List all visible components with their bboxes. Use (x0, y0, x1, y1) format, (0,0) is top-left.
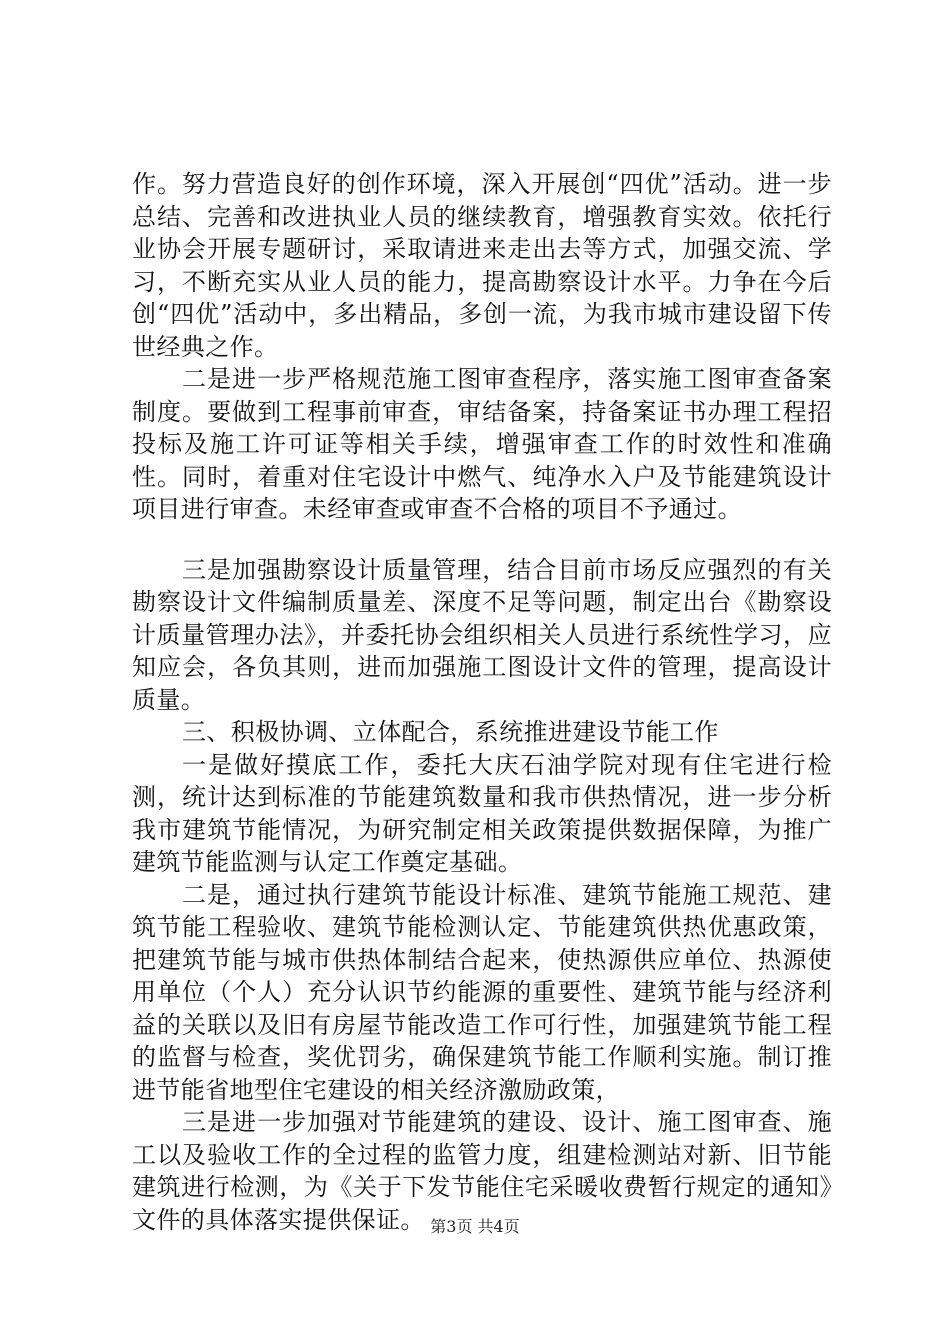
document-body (132, 168, 832, 1236)
paragraph-drawing-review: 二是进一步严格规范施工图审查程序，落实施工图审查备案制度。要做到工程事前审查，审结备案，持备案证书办理工程招投标及施工许可证等相关手续，增强审查工作的时效性和准确性。同时，着重对住宅设计中燃气、纯净水入户及节能建筑设计项目进行审查。未经审查或审查不合格的项目不予通过。 (132, 365, 832, 523)
page-number-footer: 第3页 共4页 (430, 1217, 520, 1236)
paragraph-quality-management: 三是加强勘察设计质量管理，结合目前市场反应强烈的有关勘察设计文件编制质量差、深度不足等问题，制定出台《勘察设计质量管理办法》，并委托协会组织相关人员进行系统性学习，应知应会，各负其则，进而加强施工图设计文件的管理，提高设计质量。 (132, 555, 832, 714)
paragraph-standards-enforcement: 二是，通过执行建筑节能设计标准、建筑节能施工规范、建筑节能工程验收、建筑节能检测认定、节能建筑供热优惠政策，把建筑节能与城市供热体制结合起来，使热源供应单位、热源使用单位（个人）充分认识节约能源的重要性、建筑节能与经济利益的关联以及旧有房屋节能改造工作可行性，加强建筑节能工程的监督与检查，奖优罚劣，确保建筑节能工作顺利实施。制订推进节能省地型住宅建设的相关经济激励政策， (132, 880, 832, 1104)
paragraph-continuation: 作。努力营造良好的创作环境，深入开展创“四优”活动。进一步总结、完善和改进执业人员的继续教育，增强教育实效。依托行业协会开展专题研讨，采取请进来走出去等方式，加强交流、学习，不断充实从业人员的能力，提高勘察设计水平。力争在今后创“四优”活动中，多出精品，多创一流，为我市城市建设留下传世经典之作。 (132, 170, 832, 361)
paragraph-survey-work: 一是做好摸底工作，委托大庆石油学院对现有住宅进行检测，统计达到标准的节能建筑数量和我市供热情况，进一步分析我市建筑节能情况，为研究制定相关政策提供数据保障，为推广建筑节能监测与认定工作奠定基础。 (132, 750, 832, 876)
paragraph-supervision: 三是进一步加强对节能建筑的建设、设计、施工图审查、施工以及验收工作的全过程的监管力度，组建检测站对新、旧节能建筑进行检测，为《关于下发节能住宅采暖收费暂行规定的通知》文件的具体落实提供保证。 (132, 1108, 832, 1234)
section-heading-energy-saving: 三、积极协调、立体配合，系统推进建设节能工作 (182, 718, 719, 746)
